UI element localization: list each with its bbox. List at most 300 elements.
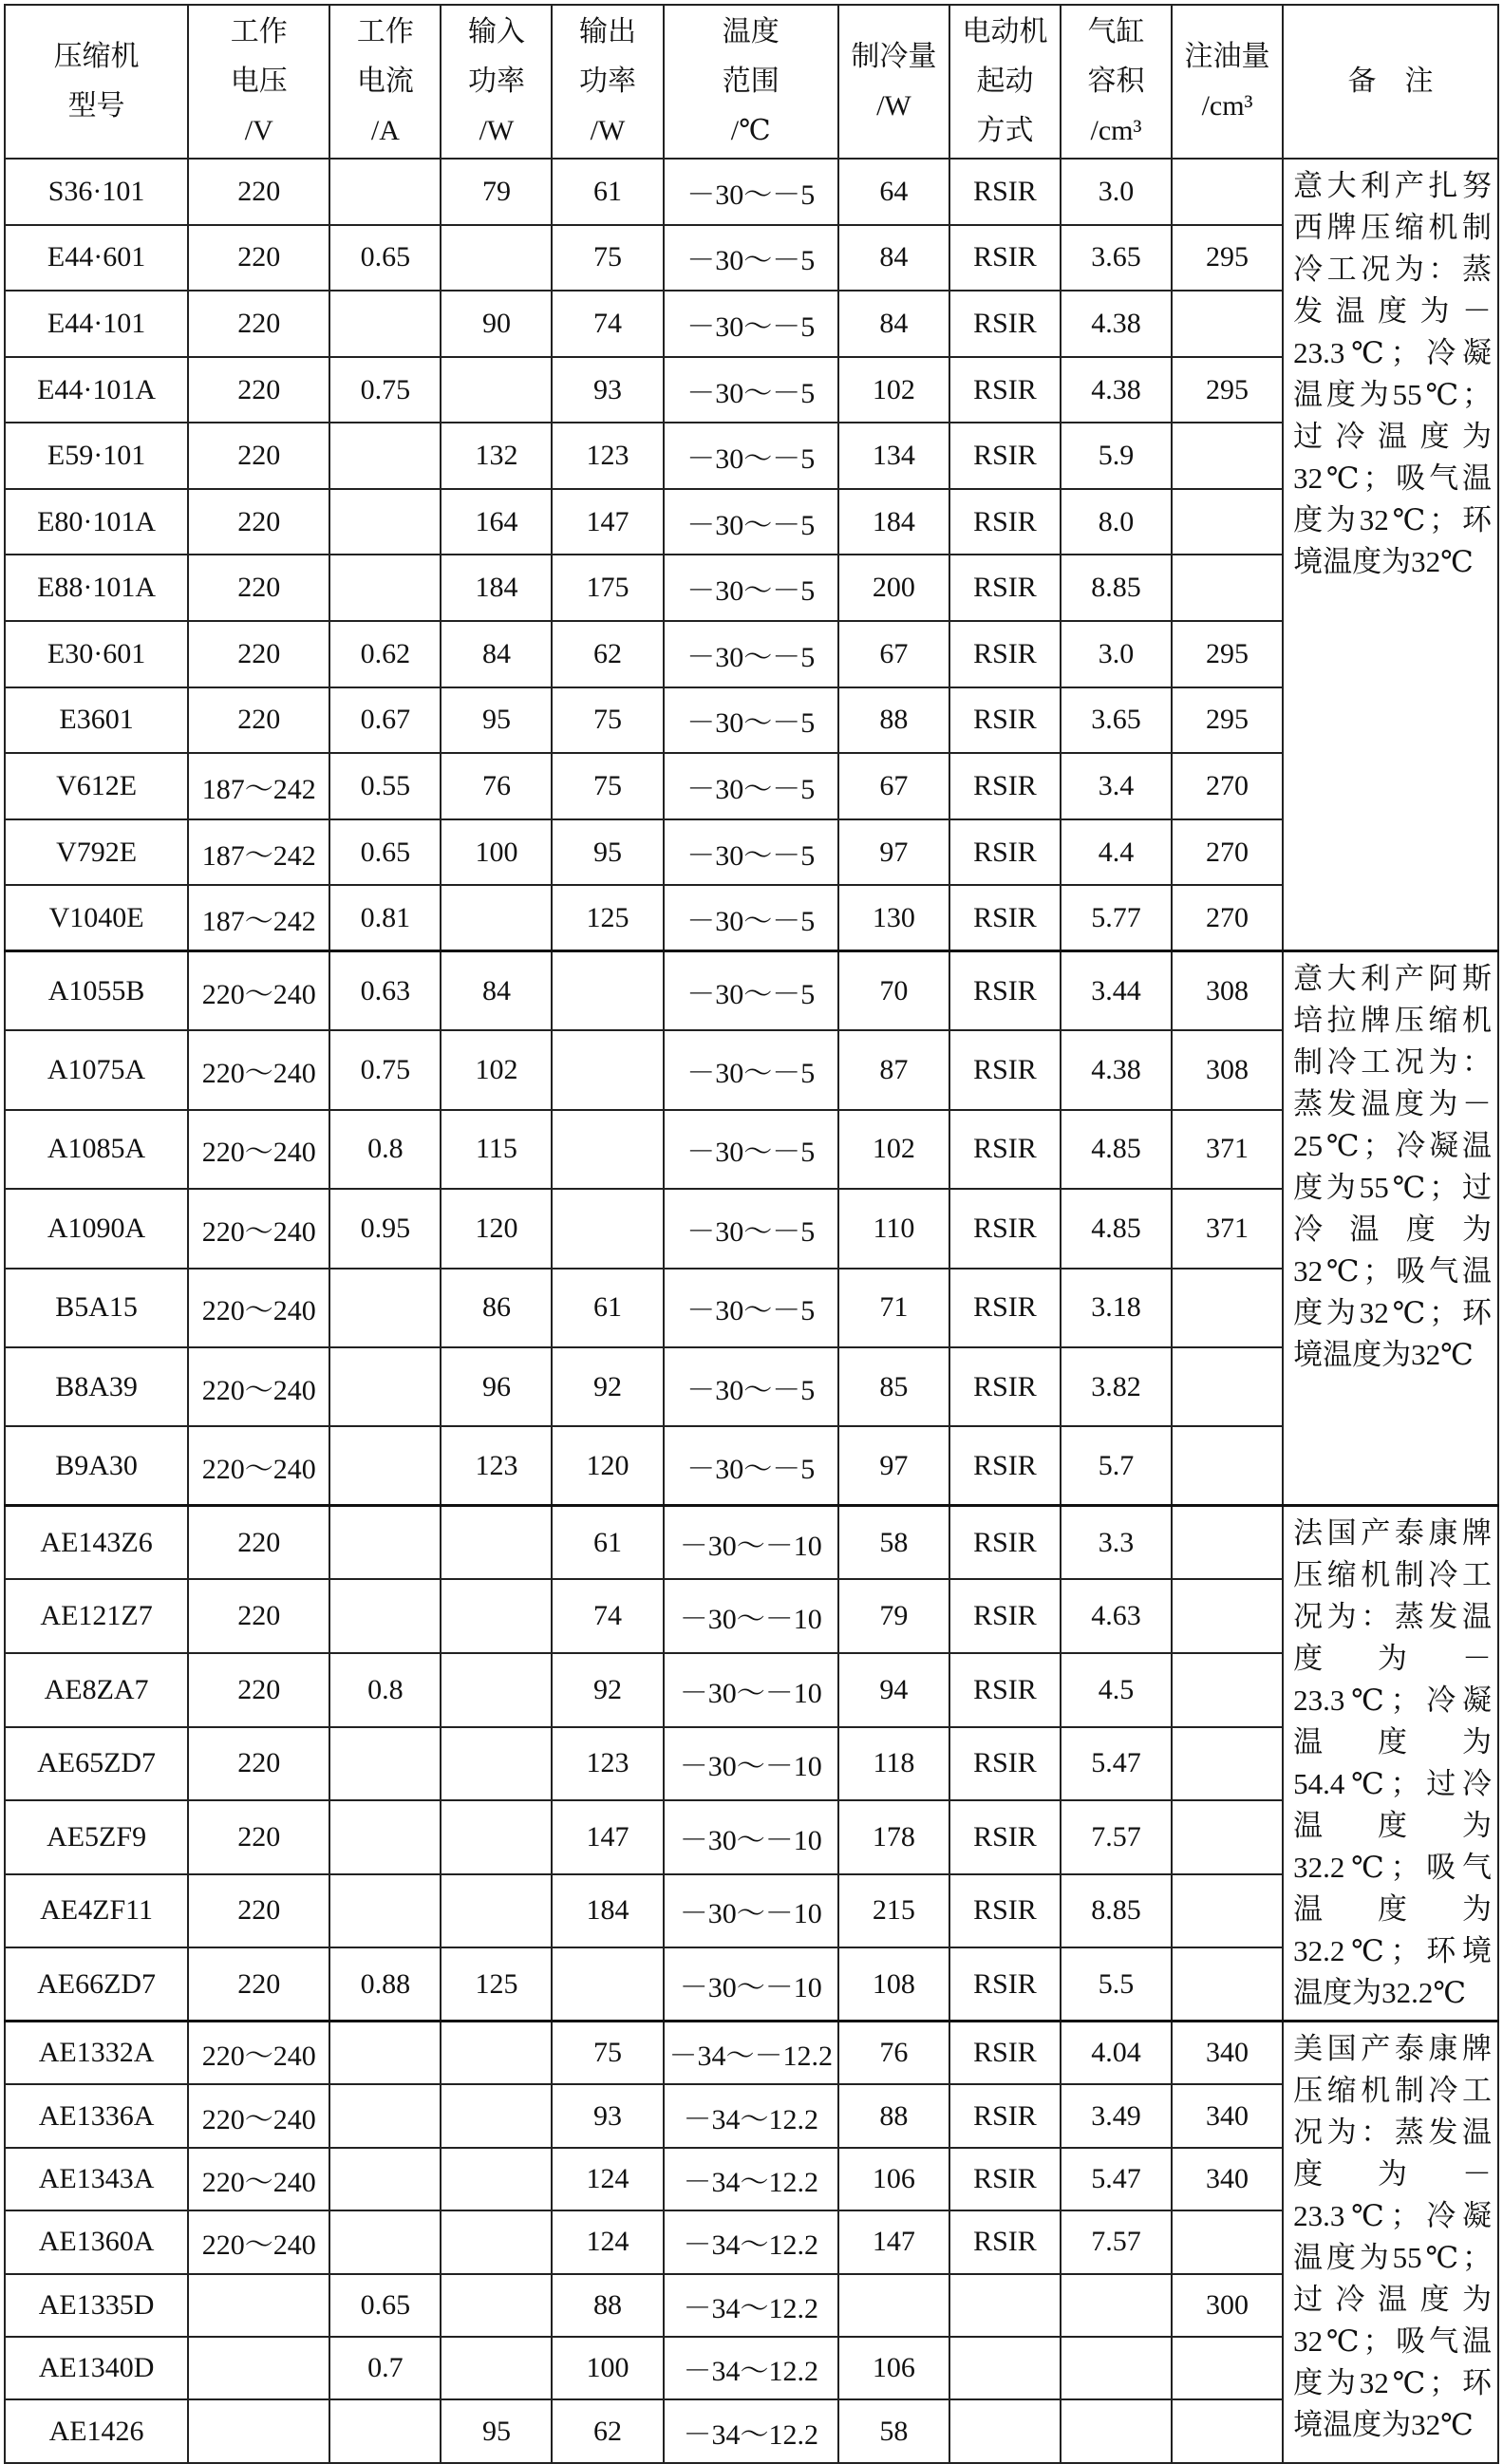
cell-input-power: 100: [441, 819, 552, 886]
cell-start-mode: RSIR: [949, 1579, 1061, 1653]
table-row: [5, 1947, 1498, 2022]
cell-temp-range: －30～－10: [664, 1874, 838, 1948]
cell-temp-range: －30～－5: [664, 621, 838, 687]
cell-input-power: 125: [441, 1947, 552, 2022]
cell-temp-range: －34～12.2: [664, 2210, 838, 2273]
cell-start-mode: RSIR: [949, 1347, 1061, 1426]
cell-output-power: [552, 1189, 663, 1268]
table-row: [5, 1579, 1498, 1653]
cell-model: A1075A: [5, 1030, 188, 1109]
table-row: [5, 1110, 1498, 1189]
cell-displacement: [1061, 2337, 1172, 2399]
cell-output-power: 88: [552, 2274, 663, 2337]
cell-oil: 308: [1172, 1030, 1283, 1109]
cell-displacement: [1061, 2274, 1172, 2337]
cell-oil: 295: [1172, 357, 1283, 423]
cell-input-power: [441, 1506, 552, 1580]
cell-model: B9A30: [5, 1426, 188, 1505]
cell-temp-range: －30～－10: [664, 1947, 838, 2022]
table-row: [5, 1874, 1498, 1948]
cell-oil: [1172, 1347, 1283, 1426]
table-row: [5, 2399, 1498, 2462]
cell-model: AE1332A: [5, 2022, 188, 2084]
cell-output-power: 147: [552, 489, 663, 555]
cell-displacement: 4.04: [1061, 2022, 1172, 2084]
header-line: 方式: [976, 115, 1034, 146]
cell-displacement: 3.0: [1061, 159, 1172, 225]
cell-voltage: 220～240: [188, 2022, 329, 2084]
table-row: [5, 819, 1498, 886]
cell-input-power: [441, 225, 552, 292]
header-temp_range: [664, 5, 838, 159]
cell-cooling: 67: [838, 621, 949, 687]
cell-input-power: 86: [441, 1269, 552, 1347]
cell-displacement: 3.0: [1061, 621, 1172, 687]
cell-voltage: 220: [188, 1727, 329, 1801]
cell-input-power: 164: [441, 489, 552, 555]
cell-start-mode: RSIR: [949, 951, 1061, 1030]
header-line: /cm³: [1201, 90, 1253, 122]
cell-cooling: 110: [838, 1189, 949, 1268]
cell-current: 0.8: [329, 1653, 441, 1727]
cell-current: [329, 1347, 441, 1426]
cell-temp-range: －30～－5: [664, 555, 838, 621]
cell-voltage: 220: [188, 1506, 329, 1580]
cell-voltage: 220～240: [188, 1269, 329, 1347]
cell-voltage: 220～240: [188, 2084, 329, 2147]
cell-model: A1090A: [5, 1189, 188, 1268]
header-line: 气缸: [1087, 16, 1145, 47]
cell-model: AE1340D: [5, 2337, 188, 2399]
cell-temp-range: －34～12.2: [664, 2399, 838, 2462]
cell-displacement: 5.47: [1061, 2148, 1172, 2210]
cell-output-power: 147: [552, 1800, 663, 1874]
cell-temp-range: －30～－5: [664, 291, 838, 357]
cell-output-power: [552, 1110, 663, 1189]
cell-displacement: 8.0: [1061, 489, 1172, 555]
cell-cooling: 178: [838, 1800, 949, 1874]
cell-output-power: 74: [552, 1579, 663, 1653]
cell-displacement: [1061, 2399, 1172, 2462]
table-row: [5, 1653, 1498, 1727]
cell-temp-range: －34～12.2: [664, 2337, 838, 2399]
cell-cooling: 130: [838, 885, 949, 951]
cell-input-power: [441, 1727, 552, 1801]
cell-cooling: 88: [838, 687, 949, 754]
cell-output-power: 92: [552, 1653, 663, 1727]
cell-cooling: 108: [838, 1947, 949, 2022]
cell-cooling: 58: [838, 2399, 949, 2462]
cell-displacement: 3.65: [1061, 225, 1172, 292]
cell-voltage: 220～240: [188, 1347, 329, 1426]
cell-voltage: 220: [188, 687, 329, 754]
cell-current: [329, 2148, 441, 2210]
header-line: 温度: [722, 16, 780, 47]
cell-displacement: 3.49: [1061, 2084, 1172, 2147]
cell-cooling: [838, 2274, 949, 2337]
cell-output-power: 93: [552, 2084, 663, 2147]
remark-note: 法国产泰康牌压缩机制冷工况为：蒸发温度为－23.3℃；冷凝温度为54.4℃；过冷温度为32.2℃；吸气温度为32.2℃；环境温度为32.2℃: [1283, 1506, 1498, 2022]
cell-model: E3601: [5, 687, 188, 754]
header-cooling: [838, 5, 949, 159]
table-row: [5, 1506, 1498, 1580]
cell-temp-range: －30～－5: [664, 357, 838, 423]
cell-input-power: 95: [441, 687, 552, 754]
cell-temp-range: －30～－10: [664, 1727, 838, 1801]
cell-displacement: 4.63: [1061, 1579, 1172, 1653]
cell-input-power: [441, 2084, 552, 2147]
header-line: 备 注: [1347, 66, 1434, 97]
cell-displacement: 3.18: [1061, 1269, 1172, 1347]
cell-input-power: 123: [441, 1426, 552, 1505]
cell-oil: 371: [1172, 1110, 1283, 1189]
cell-start-mode: [949, 2399, 1061, 2462]
header-line: /V: [244, 115, 273, 146]
cell-output-power: 75: [552, 2022, 663, 2084]
cell-temp-range: －30～－5: [664, 1347, 838, 1426]
cell-current: [329, 1426, 441, 1505]
cell-model: AE1336A: [5, 2084, 188, 2147]
header-voltage: [188, 5, 329, 159]
cell-input-power: 95: [441, 2399, 552, 2462]
cell-displacement: 8.85: [1061, 555, 1172, 621]
header-line: 压缩机: [53, 41, 140, 72]
cell-displacement: 5.9: [1061, 423, 1172, 489]
cell-model: AE1426: [5, 2399, 188, 2462]
cell-output-power: 95: [552, 819, 663, 886]
cell-output-power: 75: [552, 225, 663, 292]
cell-cooling: 106: [838, 2337, 949, 2399]
cell-output-power: 62: [552, 621, 663, 687]
cell-start-mode: RSIR: [949, 489, 1061, 555]
cell-oil: [1172, 1727, 1283, 1801]
cell-oil: 371: [1172, 1189, 1283, 1268]
cell-oil: [1172, 291, 1283, 357]
cell-model: AE4ZF11: [5, 1874, 188, 1948]
cell-temp-range: －30～－5: [664, 225, 838, 292]
cell-voltage: 220: [188, 291, 329, 357]
cell-oil: 295: [1172, 225, 1283, 292]
remark-note: 意大利产阿斯培拉牌压缩机制冷工况为：蒸发温度为－25℃；冷凝温度为55℃；过冷温度为32℃；吸气温度为32℃；环境温度为32℃: [1283, 951, 1498, 1506]
cell-voltage: 220: [188, 1947, 329, 2022]
cell-output-power: [552, 951, 663, 1030]
header-line: 输入: [467, 16, 525, 47]
cell-temp-range: －30～－5: [664, 753, 838, 819]
table-row: [5, 2337, 1498, 2399]
cell-input-power: 102: [441, 1030, 552, 1109]
cell-current: 0.88: [329, 1947, 441, 2022]
cell-input-power: 79: [441, 159, 552, 225]
header-line: 注油量: [1184, 41, 1270, 72]
table-row: [5, 423, 1498, 489]
cell-model: AE5ZF9: [5, 1800, 188, 1874]
cell-cooling: 134: [838, 423, 949, 489]
cell-cooling: 97: [838, 1426, 949, 1505]
cell-cooling: 84: [838, 291, 949, 357]
cell-output-power: 61: [552, 159, 663, 225]
cell-input-power: [441, 2337, 552, 2399]
cell-start-mode: RSIR: [949, 1426, 1061, 1505]
header-line: /cm³: [1090, 115, 1142, 146]
cell-oil: [1172, 555, 1283, 621]
cell-cooling: 94: [838, 1653, 949, 1727]
cell-input-power: [441, 2022, 552, 2084]
cell-oil: 340: [1172, 2084, 1283, 2147]
cell-start-mode: RSIR: [949, 2084, 1061, 2147]
cell-voltage: 220～240: [188, 2210, 329, 2273]
cell-cooling: 147: [838, 2210, 949, 2273]
cell-output-power: 123: [552, 1727, 663, 1801]
cell-oil: [1172, 1269, 1283, 1347]
cell-model: V792E: [5, 819, 188, 886]
cell-current: [329, 2399, 441, 2462]
cell-model: E44·601: [5, 225, 188, 292]
cell-oil: 270: [1172, 885, 1283, 951]
cell-voltage: [188, 2337, 329, 2399]
cell-oil: 270: [1172, 819, 1283, 886]
cell-start-mode: RSIR: [949, 357, 1061, 423]
cell-cooling: 64: [838, 159, 949, 225]
cell-input-power: 90: [441, 291, 552, 357]
table-row: [5, 357, 1498, 423]
cell-oil: 270: [1172, 753, 1283, 819]
cell-model: E44·101: [5, 291, 188, 357]
cell-start-mode: RSIR: [949, 1874, 1061, 1948]
cell-oil: 340: [1172, 2148, 1283, 2210]
cell-output-power: 184: [552, 1874, 663, 1948]
cell-displacement: 5.47: [1061, 1727, 1172, 1801]
cell-input-power: [441, 1579, 552, 1653]
cell-displacement: 4.85: [1061, 1189, 1172, 1268]
header-start_mode: [949, 5, 1061, 159]
cell-input-power: 84: [441, 621, 552, 687]
cell-start-mode: RSIR: [949, 687, 1061, 754]
cell-output-power: 100: [552, 2337, 663, 2399]
cell-displacement: 3.44: [1061, 951, 1172, 1030]
cell-start-mode: RSIR: [949, 621, 1061, 687]
cell-voltage: 220: [188, 489, 329, 555]
cell-current: [329, 2022, 441, 2084]
cell-model: AE1360A: [5, 2210, 188, 2273]
cell-oil: 340: [1172, 2022, 1283, 2084]
cell-start-mode: RSIR: [949, 1506, 1061, 1580]
cell-cooling: 118: [838, 1727, 949, 1801]
table-row: [5, 1800, 1498, 1874]
cell-current: [329, 555, 441, 621]
cell-output-power: 120: [552, 1426, 663, 1505]
cell-voltage: 187～242: [188, 819, 329, 886]
cell-voltage: 220: [188, 1579, 329, 1653]
cell-oil: [1172, 159, 1283, 225]
cell-temp-range: －30～－5: [664, 819, 838, 886]
cell-output-power: 75: [552, 687, 663, 754]
cell-input-power: 132: [441, 423, 552, 489]
cell-output-power: [552, 1030, 663, 1109]
cell-start-mode: RSIR: [949, 1800, 1061, 1874]
cell-oil: 308: [1172, 951, 1283, 1030]
cell-input-power: 120: [441, 1189, 552, 1268]
cell-start-mode: RSIR: [949, 2210, 1061, 2273]
cell-current: [329, 291, 441, 357]
table-row: [5, 1030, 1498, 1109]
cell-model: AE65ZD7: [5, 1727, 188, 1801]
header-remark: [1283, 5, 1498, 159]
table-row: [5, 621, 1498, 687]
cell-voltage: 220: [188, 1874, 329, 1948]
cell-start-mode: [949, 2337, 1061, 2399]
cell-model: E44·101A: [5, 357, 188, 423]
header-line: 电流: [356, 66, 414, 97]
cell-output-power: 93: [552, 357, 663, 423]
header-line: /A: [370, 115, 400, 146]
cell-start-mode: RSIR: [949, 555, 1061, 621]
cell-oil: [1172, 1947, 1283, 2022]
cell-input-power: [441, 2148, 552, 2210]
cell-displacement: 3.65: [1061, 687, 1172, 754]
cell-temp-range: －34～12.2: [664, 2084, 838, 2147]
header-line: 范围: [722, 66, 780, 97]
cell-temp-range: －30～－5: [664, 1030, 838, 1109]
header-displacement: [1061, 5, 1172, 159]
header-line: 电压: [230, 66, 288, 97]
cell-displacement: 4.38: [1061, 357, 1172, 423]
cell-temp-range: －34～－12.2: [664, 2022, 838, 2084]
table-row: [5, 2274, 1498, 2337]
cell-model: AE143Z6: [5, 1506, 188, 1580]
cell-temp-range: －34～12.2: [664, 2274, 838, 2337]
cell-temp-range: －30～－5: [664, 885, 838, 951]
cell-displacement: 5.77: [1061, 885, 1172, 951]
cell-displacement: 8.85: [1061, 1874, 1172, 1948]
table-row: [5, 1426, 1498, 1505]
cell-cooling: 97: [838, 819, 949, 886]
cell-oil: 295: [1172, 621, 1283, 687]
cell-voltage: [188, 2399, 329, 2462]
cell-current: [329, 159, 441, 225]
cell-output-power: 61: [552, 1506, 663, 1580]
table-row: [5, 2210, 1498, 2273]
cell-start-mode: RSIR: [949, 1110, 1061, 1189]
cell-oil: [1172, 423, 1283, 489]
cell-start-mode: RSIR: [949, 1030, 1061, 1109]
cell-model: B5A15: [5, 1269, 188, 1347]
cell-voltage: 187～242: [188, 885, 329, 951]
cell-cooling: 85: [838, 1347, 949, 1426]
cell-displacement: 4.5: [1061, 1653, 1172, 1727]
header-line: 起动: [976, 66, 1034, 97]
cell-input-power: [441, 2274, 552, 2337]
header-line: 型号: [67, 90, 125, 122]
cell-cooling: 67: [838, 753, 949, 819]
header-line: /W: [479, 115, 515, 146]
cell-current: 0.67: [329, 687, 441, 754]
cell-output-power: 124: [552, 2148, 663, 2210]
table-row: [5, 2022, 1498, 2084]
table-body: [5, 159, 1498, 2463]
cell-cooling: 76: [838, 2022, 949, 2084]
cell-current: [329, 1506, 441, 1580]
cell-voltage: 220: [188, 159, 329, 225]
cell-displacement: 4.85: [1061, 1110, 1172, 1189]
cell-voltage: 220: [188, 423, 329, 489]
cell-current: [329, 1800, 441, 1874]
cell-current: 0.95: [329, 1189, 441, 1268]
header-output_power: [552, 5, 663, 159]
cell-temp-range: －30～－5: [664, 951, 838, 1030]
compressor-spec-table: [4, 4, 1499, 2464]
cell-cooling: 71: [838, 1269, 949, 1347]
cell-current: 0.75: [329, 357, 441, 423]
cell-input-power: [441, 2210, 552, 2273]
cell-model: V612E: [5, 753, 188, 819]
cell-displacement: 3.82: [1061, 1347, 1172, 1426]
cell-oil: 295: [1172, 687, 1283, 754]
cell-voltage: 220: [188, 1653, 329, 1727]
cell-temp-range: －30～－5: [664, 1189, 838, 1268]
header-line: /W: [590, 115, 626, 146]
table-row: [5, 1727, 1498, 1801]
cell-voltage: 220: [188, 555, 329, 621]
cell-output-power: 175: [552, 555, 663, 621]
cell-model: A1055B: [5, 951, 188, 1030]
cell-start-mode: RSIR: [949, 423, 1061, 489]
cell-temp-range: －30～－5: [664, 1269, 838, 1347]
cell-current: [329, 2210, 441, 2273]
cell-voltage: 220: [188, 1800, 329, 1874]
cell-temp-range: －30～－5: [664, 159, 838, 225]
header-line: 工作: [356, 16, 414, 47]
cell-input-power: [441, 1653, 552, 1727]
cell-displacement: 4.38: [1061, 291, 1172, 357]
cell-model: S36·101: [5, 159, 188, 225]
cell-start-mode: RSIR: [949, 1653, 1061, 1727]
table-row: [5, 1347, 1498, 1426]
cell-voltage: 220: [188, 621, 329, 687]
cell-displacement: 7.57: [1061, 2210, 1172, 2273]
cell-oil: [1172, 489, 1283, 555]
cell-input-power: [441, 357, 552, 423]
table-row: [5, 489, 1498, 555]
cell-current: 0.62: [329, 621, 441, 687]
header-line: /℃: [730, 115, 771, 146]
cell-displacement: 5.7: [1061, 1426, 1172, 1505]
cell-input-power: [441, 1874, 552, 1948]
cell-start-mode: RSIR: [949, 753, 1061, 819]
header-line: 功率: [579, 66, 636, 97]
cell-voltage: 220～240: [188, 951, 329, 1030]
cell-temp-range: －34～12.2: [664, 2148, 838, 2210]
cell-temp-range: －30～－5: [664, 1110, 838, 1189]
cell-model: AE66ZD7: [5, 1947, 188, 2022]
cell-start-mode: RSIR: [949, 159, 1061, 225]
cell-displacement: 4.4: [1061, 819, 1172, 886]
cell-temp-range: －30～－5: [664, 1426, 838, 1505]
cell-start-mode: RSIR: [949, 291, 1061, 357]
cell-displacement: 3.4: [1061, 753, 1172, 819]
header-oil: [1172, 5, 1283, 159]
cell-current: 0.75: [329, 1030, 441, 1109]
cell-output-power: [552, 1947, 663, 2022]
cell-voltage: 220～240: [188, 1426, 329, 1505]
cell-oil: [1172, 2210, 1283, 2273]
cell-model: E59·101: [5, 423, 188, 489]
cell-input-power: 76: [441, 753, 552, 819]
cell-cooling: 200: [838, 555, 949, 621]
cell-voltage: 220～240: [188, 1110, 329, 1189]
cell-model: E80·101A: [5, 489, 188, 555]
cell-current: [329, 1269, 441, 1347]
header-line: 电动机: [962, 16, 1048, 47]
